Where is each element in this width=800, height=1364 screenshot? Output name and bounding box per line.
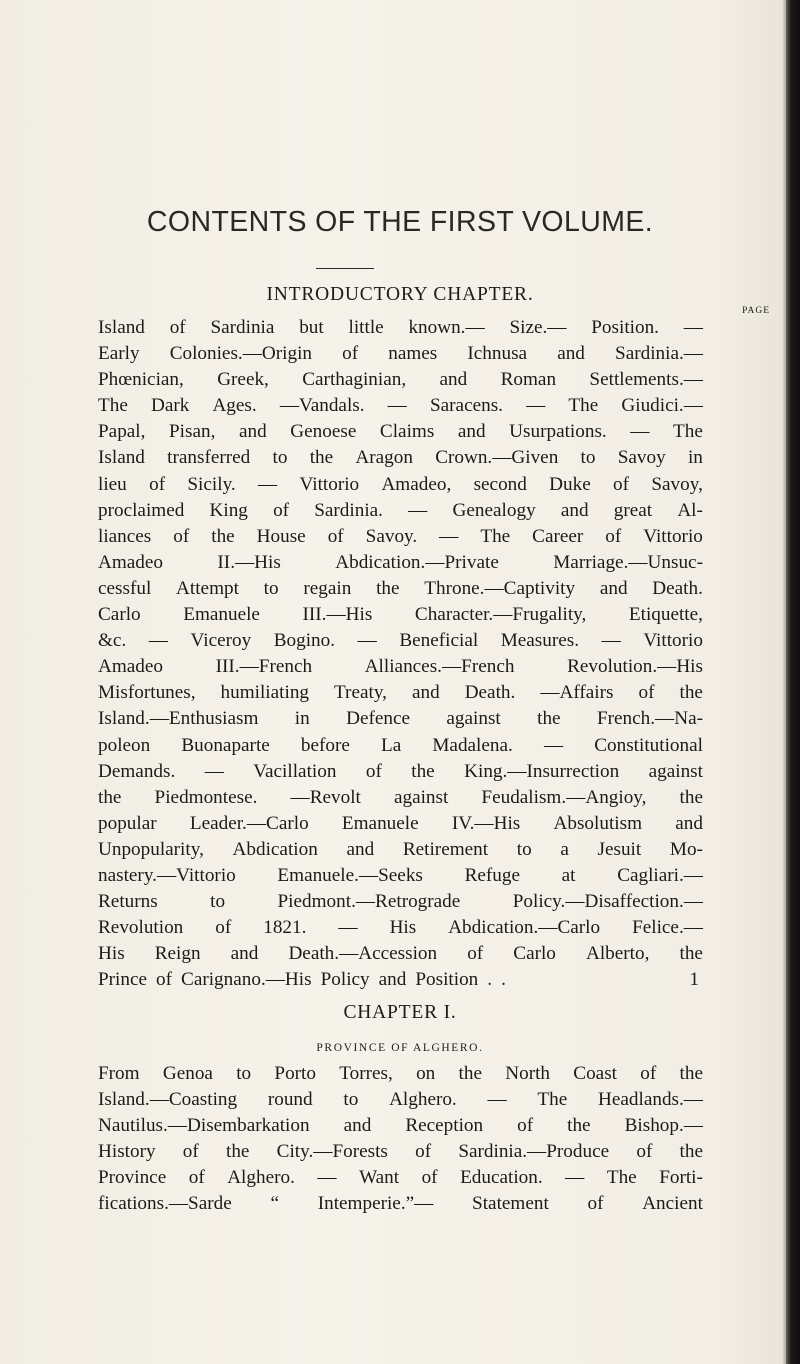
introductory-summary-line: liances of the House of Savoy. — The Career of Vittorio xyxy=(98,525,703,547)
introductory-summary-line: Early Colonies.—Origin of names Ichnusa and Sardinia.— xyxy=(98,343,703,365)
introductory-summary-line: Misfortunes, humiliating Treaty, and Death. —Affairs of the xyxy=(98,682,703,704)
introductory-summary-line: Revolution of 1821. — His Abdication.—Carlo Felice.— xyxy=(98,917,703,939)
introductory-lines xyxy=(98,315,703,993)
introductory-summary-line: Carlo Emanuele III.—His Character.—Frugality, Etiquette, xyxy=(98,604,703,626)
introductory-summary-line: cessful Attempt to regain the Throne.—Captivity and Death. xyxy=(98,577,703,599)
introductory-summary-line: Demands. — Vacillation of the King.—Insurrection against xyxy=(98,760,703,782)
introductory-summary-line: &c. — Viceroy Bogino. — Beneficial Measures. — Vittorio xyxy=(98,630,703,652)
introductory-summary xyxy=(98,315,703,993)
introductory-summary-line: proclaimed King of Sardinia. — Genealogy and great Al- xyxy=(98,499,703,521)
introductory-summary-line: Unpopularity, Abdication and Retirement to a Jesuit Mo- xyxy=(98,838,703,860)
introductory-summary-line: poleon Buonaparte before La Madalena. — Constitutional xyxy=(98,734,703,756)
introductory-page-number: 1 xyxy=(689,969,699,990)
introductory-summary-line: Papal, Pisan, and Genoese Claims and Usurpations. — The xyxy=(98,421,703,443)
introductory-summary-line: Amadeo II.—His Abdication.—Private Marriage.—Unsuc- xyxy=(98,551,703,573)
introductory-chapter-heading: INTRODUCTORY CHAPTER. xyxy=(266,284,534,305)
introductory-summary-line: Island transferred to the Aragon Crown.—Given to Savoy in xyxy=(98,447,703,469)
chapter-1-subheading: PROVINCE OF ALGHERO. xyxy=(316,1042,484,1054)
introductory-summary-line: the Piedmontese. —Revolt against Feudalism.—Angioy, the xyxy=(98,786,703,808)
page-column-label: PAGE xyxy=(742,306,770,316)
title-rule xyxy=(316,268,374,269)
chapter-1-summary-line: fications.—Sarde “ Intemperie.”— Statement of Ancient xyxy=(98,1193,703,1215)
introductory-summary-line: Prince of Carignano.—His Policy and Position . . xyxy=(98,969,506,991)
introductory-summary-line: Island.—Enthusiasm in Defence against the French.—Na- xyxy=(98,708,703,730)
introductory-summary-line: Phœnician, Greek, Carthaginian, and Roman Settlements.— xyxy=(98,369,703,391)
chapter-1-summary-line: Nautilus.—Disembarkation and Reception of the Bishop.— xyxy=(98,1115,703,1137)
chapter-1-summary-line: Province of Alghero. — Want of Education. — The Forti- xyxy=(98,1167,703,1189)
chapter-1-heading: CHAPTER I. xyxy=(343,1002,457,1023)
chapter-1-summary-line: From Genoa to Porto Torres, on the North Coast of the xyxy=(98,1063,703,1084)
chapter-1-summary xyxy=(98,1061,703,1218)
introductory-summary-line: nastery.—Vittorio Emanuele.—Seeks Refuge at Cagliari.— xyxy=(98,864,703,886)
chapter-1-summary-line: Island.—Coasting round to Alghero. — The Headlands.— xyxy=(98,1089,703,1111)
introductory-summary-line: Island of Sardinia but little known.— Size.— Position. — xyxy=(98,317,703,338)
introductory-summary-line: Returns to Piedmont.—Retrograde Policy.—Disaffection.— xyxy=(98,891,703,913)
chapter-1-summary-line: History of the City.—Forests of Sardinia.—Produce of the xyxy=(98,1141,703,1163)
introductory-summary-line: His Reign and Death.—Accession of Carlo Alberto, the xyxy=(98,943,703,965)
chapter-1-lines xyxy=(98,1061,703,1218)
introductory-summary-line: The Dark Ages. —Vandals. — Saracens. — The Giudici.— xyxy=(98,395,703,417)
introductory-summary-line: popular Leader.—Carlo Emanuele IV.—His Absolutism and xyxy=(98,812,703,834)
introductory-summary-line: Amadeo III.—French Alliances.—French Revolution.—His xyxy=(98,656,703,678)
introductory-summary-line: lieu of Sicily. — Vittorio Amadeo, second Duke of Savoy, xyxy=(98,473,703,495)
book-spine xyxy=(786,0,800,1364)
page-title: CONTENTS OF THE FIRST VOLUME. xyxy=(146,206,654,238)
